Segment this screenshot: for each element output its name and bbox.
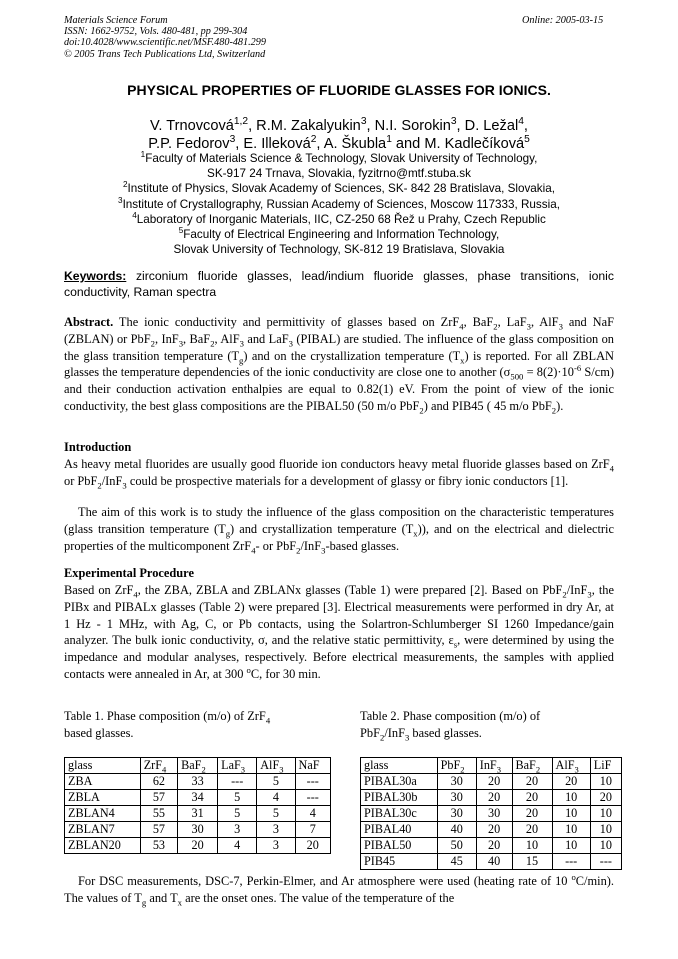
intro-text: )), and on the electrical and dielectric properties of the multicomponent ZrF (64, 521, 614, 553)
value-cell: 20 (178, 838, 218, 854)
caption-text: based glasses. (409, 726, 482, 740)
table-1 (64, 757, 331, 854)
exp-text: Based on ZrF (64, 583, 134, 597)
value-cell: 10 (552, 806, 590, 822)
copyright-line: © 2005 Trans Tech Publications Ltd, Switzerland (64, 48, 266, 60)
table-row (361, 774, 622, 790)
exp-text: , the ZBA, ZBLA and ZBLANx glasses (Table 1) were prepared [2]. Based on PbF (137, 583, 563, 597)
table-row (65, 790, 331, 806)
abstract-text: ). (556, 398, 564, 413)
value-cell: 30 (437, 774, 476, 790)
subscript: 2 (460, 764, 465, 775)
affil-marker: 5 (178, 226, 184, 236)
exp-text: , the PIBx and PIBALx glasses (Table 2) were prepared [3]. Electrical measurements were performed in dry Ar, at 1 Hz - 1 MHz, with Ag, C, or Pb contacts, using the Solartron-Schlumberger SI 1260 Impedance/gain analyzer. The bulk ionic conductivity, σ, and the relative static permittivity, ε (64, 583, 614, 648)
author-affil-marker: 3 (229, 134, 236, 146)
subscript: 2 (562, 589, 567, 600)
superscript: -6 (573, 363, 582, 374)
subscript: 2 (379, 732, 385, 743)
table-row (361, 806, 622, 822)
glass-name-cell: ZBA (65, 774, 141, 790)
header-cell (552, 758, 590, 774)
author-list (60, 117, 618, 153)
subscript: 2 (210, 338, 215, 349)
value-cell: 34 (178, 790, 218, 806)
affiliation-1 (60, 151, 618, 166)
caption-text: Table 2. Phase composition (m/o) of (360, 709, 541, 723)
table-row (65, 838, 331, 854)
dsc-text: C/min). The values of T (64, 874, 614, 905)
value-cell: 20 (476, 822, 512, 838)
author-name: , N.I. Sorokin (366, 118, 451, 134)
subscript: x (460, 355, 465, 366)
value-cell: 30 (476, 806, 512, 822)
header-cell (178, 758, 218, 774)
keywords (64, 268, 614, 300)
glass-name-cell: PIBAL40 (361, 822, 438, 838)
subscript: 500 (510, 371, 524, 382)
affiliation-2 (60, 181, 618, 196)
subscript: 2 (419, 405, 424, 416)
glass-name-cell: ZBLA (65, 790, 141, 806)
abstract-text: S/cm) and their conduction activation enthalpies are equal to 0.82(1) eV. From the point of view of the ionic conductivity, the best glass compositions are the PIBAL50 (50 m/o PbF (64, 365, 614, 413)
intro-text: - or PbF (255, 538, 297, 553)
affil-text: Institute of Crystallography, Russian Academy of Sciences, Moscow 117333, Russia, (122, 197, 560, 211)
abstract (64, 314, 614, 415)
subscript: 2 (97, 480, 102, 491)
subscript: x (413, 528, 418, 539)
table-row (361, 822, 622, 838)
author-separator: , (523, 118, 528, 134)
value-cell: 30 (437, 806, 476, 822)
caption-text: Table 1. Phase composition (m/o) of ZrF (64, 709, 266, 723)
header-text: InF (479, 758, 497, 772)
caption-text: PbF (360, 726, 380, 740)
journal-name: Materials Science Forum (64, 15, 168, 26)
affiliation-4 (60, 212, 618, 227)
subscript: 4 (251, 545, 256, 556)
value-cell: 20 (295, 838, 330, 854)
subscript: 2 (493, 321, 498, 332)
exp-text: /InF (566, 583, 588, 597)
subscript: 2 (201, 764, 206, 775)
header-text: glass (68, 758, 93, 772)
online-date: Online: 2005-03-15 (522, 15, 604, 26)
header-text: glass (364, 758, 389, 772)
abstract-text: ) is reported. For all ZBLAN glasses the temperature dependencies of the ionic conductivity are close one to another (σ (64, 348, 614, 380)
subscript: g (141, 897, 147, 908)
value-cell: 33 (178, 774, 218, 790)
abstract-text: , InF (154, 331, 179, 346)
header-cell (361, 758, 438, 774)
author-name: , R.M. Zakalyukin (248, 118, 361, 134)
author-name: , E. Illeková (235, 136, 311, 152)
value-cell: 50 (437, 838, 476, 854)
author-name: and M. Kadlečíková (391, 136, 525, 152)
value-cell: 4 (218, 838, 257, 854)
value-cell: 20 (476, 838, 512, 854)
header-text: ZrF (143, 758, 162, 772)
table-row (361, 854, 622, 870)
glass-name-cell: PIBAL30b (361, 790, 438, 806)
affiliation-3 (60, 197, 618, 212)
abstract-text: and LaF (243, 331, 289, 346)
subscript: 3 (279, 764, 284, 775)
subscript: 3 (122, 480, 127, 491)
keywords-label: Keywords: (64, 269, 127, 283)
subscript: 4 (133, 589, 138, 600)
header-text: AlF (555, 758, 575, 772)
value-cell: 20 (512, 790, 552, 806)
value-cell: 4 (257, 790, 295, 806)
header-text: AlF (260, 758, 280, 772)
header-cell (65, 758, 141, 774)
glass-name-cell: ZBLAN20 (65, 838, 141, 854)
value-cell: 20 (512, 822, 552, 838)
value-cell: --- (295, 774, 330, 790)
value-cell: 10 (552, 790, 590, 806)
author-line-1 (60, 117, 618, 135)
header-text: PbF (440, 758, 461, 772)
intro-text: -based glasses. (325, 538, 400, 553)
value-cell: 15 (512, 854, 552, 870)
value-cell: 3 (218, 822, 257, 838)
intro-text: /InF (101, 473, 123, 488)
table-2 (360, 757, 622, 870)
table-header-row (361, 758, 622, 774)
abstract-label: Abstract. (64, 315, 114, 329)
value-cell: 57 (140, 790, 177, 806)
journal-header (64, 15, 266, 60)
value-cell: 5 (257, 806, 295, 822)
affil-text: Laboratory of Inorganic Materials, IIC, CZ-250 68 Řež u Prahy, Czech Republic (136, 212, 546, 226)
paper-title: PHYSICAL PROPERTIES OF FLUORIDE GLASSES FOR IONICS. (127, 82, 551, 98)
subscript: 3 (496, 764, 501, 775)
affil-marker: 3 (118, 195, 123, 205)
value-cell: 20 (552, 774, 590, 790)
value-cell: 5 (218, 790, 257, 806)
glass-name-cell: PIB45 (361, 854, 438, 870)
subscript: 2 (535, 764, 541, 775)
subscript: x (177, 897, 182, 908)
subscript: 4 (162, 764, 167, 775)
table-header-row (65, 758, 331, 774)
glass-name-cell: PIBAL30c (361, 806, 438, 822)
exp-text: C, for 30 min. (250, 666, 321, 681)
affiliation-5-address: Slovak University of Technology, SK-812 19 Bratislava, Slovakia (173, 243, 505, 257)
value-cell: 10 (552, 838, 590, 854)
value-cell: 10 (590, 806, 621, 822)
header-cell (590, 758, 621, 774)
glass-name-cell: ZBLAN4 (65, 806, 141, 822)
introduction-heading: Introduction (64, 440, 132, 454)
value-cell: --- (218, 774, 257, 790)
superscript: o (571, 871, 576, 882)
abstract-text: , AlF (530, 315, 559, 329)
author-name: , D. Ležal (456, 118, 519, 134)
exp-text: , were determined by using the impedance and modular analyses, respectively. Before electrical measurements, the samples with applied contacts were annealed in Ar, at 300 (64, 633, 614, 681)
affil-text: Faculty of Materials Science & Technology, Slovak University of Technology, (145, 152, 538, 165)
subscript: 2 (150, 338, 155, 349)
subscript: 3 (587, 589, 592, 600)
header-cell (295, 758, 330, 774)
value-cell: 10 (590, 838, 621, 854)
abstract-text: The ionic conductivity and permittivity of glasses based on ZrF (113, 315, 460, 329)
abstract-text: ) and on the crystallization temperature (T (243, 348, 461, 363)
value-cell: 10 (590, 774, 621, 790)
table-row (65, 822, 331, 838)
doi-line: doi:10.4028/www.scientific.net/MSF.480-481.299 (64, 37, 266, 49)
intro-text: The aim of this work is to study the influence of the glass composition on the characteristic temperatures (glass transition temperature (T (64, 505, 614, 536)
introduction-paragraph-2 (64, 504, 614, 554)
value-cell: 57 (140, 822, 177, 838)
header-text: LiF (593, 758, 612, 772)
subscript: s (453, 639, 458, 650)
value-cell: 10 (512, 838, 552, 854)
abstract-text: , AlF (214, 331, 240, 346)
value-cell: 3 (257, 822, 295, 838)
value-cell: 3 (257, 838, 295, 854)
author-name: , A. Škubla (316, 136, 387, 152)
dsc-paragraph (64, 873, 614, 907)
intro-text: or PbF (64, 473, 98, 488)
dsc-text: are the onset ones. The value of the temperature of the (181, 890, 455, 905)
header-cell (140, 758, 177, 774)
subscript: g (239, 355, 244, 366)
abstract-text: (PIBAL) are studied. The influence of the glass composition on the glass transition temperature (T (64, 331, 614, 363)
affil-marker: 4 (132, 210, 137, 220)
issn-line: ISSN: 1662-9752, Vols. 480-481, pp 299-304 (64, 26, 248, 38)
intro-text: /InF (300, 538, 322, 553)
value-cell: --- (552, 854, 590, 870)
value-cell: 20 (476, 790, 512, 806)
value-cell: 40 (476, 854, 512, 870)
subscript: 3 (178, 338, 184, 349)
dsc-text: and T (146, 890, 178, 905)
value-cell: 20 (512, 774, 552, 790)
table-1-caption (64, 708, 322, 742)
author-affil-marker: 2 (310, 134, 317, 146)
subscript: 3 (558, 321, 563, 332)
value-cell: 5 (257, 774, 295, 790)
author-name: P.P. Fedorov (148, 136, 230, 152)
author-affil-marker: 3 (360, 116, 367, 128)
value-cell: 53 (140, 838, 177, 854)
subscript: 4 (609, 463, 614, 474)
glass-name-cell: PIBAL50 (361, 838, 438, 854)
value-cell: 30 (437, 790, 476, 806)
value-cell: 20 (512, 806, 552, 822)
value-cell: 62 (140, 774, 177, 790)
superscript: o (246, 664, 251, 675)
subscript: 3 (574, 764, 579, 775)
header-text: BaF (181, 758, 202, 772)
glass-name-cell: PIBAL30a (361, 774, 438, 790)
author-name: V. Trnovcová (150, 118, 234, 134)
abstract-text: and NaF (ZBLAN) or PbF (64, 315, 614, 346)
table-row (65, 774, 331, 790)
value-cell: 30 (178, 822, 218, 838)
abstract-text: , BaF (183, 331, 211, 346)
header-text: NaF (298, 758, 320, 772)
caption-text: based glasses. (64, 726, 134, 740)
value-cell: 10 (552, 822, 590, 838)
value-cell: 45 (437, 854, 476, 870)
subscript: 4 (459, 321, 464, 332)
value-cell: 4 (295, 806, 330, 822)
subscript: 3 (288, 338, 293, 349)
author-affil-marker: 5 (524, 134, 530, 146)
author-affil-marker: 3 (450, 116, 457, 128)
intro-text: could be prospective materials for a development of glassy or fibry ionic conductors [1]. (126, 473, 569, 488)
table-row (65, 806, 331, 822)
affiliation-1-address: SK-917 24 Trnava, Slovakia, fyzitrno@mtf.stuba.sk (207, 167, 471, 181)
value-cell: 10 (590, 822, 621, 838)
table-row (361, 790, 622, 806)
header-text: BaF (515, 758, 536, 772)
subscript: 3 (526, 321, 531, 332)
abstract-text: , BaF (463, 315, 494, 329)
author-affil-marker: 1 (386, 134, 392, 146)
dsc-text: For DSC measurements, DSC-7, Perkin-Elmer, and Ar atmosphere were used (heating rate of 10 (78, 874, 572, 888)
subscript: 3 (239, 338, 244, 349)
introduction-paragraph-1 (64, 456, 614, 490)
subscript: 3 (321, 545, 326, 556)
subscript: 4 (265, 715, 271, 726)
affil-marker: 1 (140, 150, 146, 160)
abstract-text: = 8(2)·10 (523, 365, 574, 380)
keywords-text: zirconium fluoride glasses, lead/indium fluoride glasses, phase transitions, ionic conductivity, Raman spectra (64, 269, 614, 300)
affil-text: Institute of Physics, Slovak Academy of Sciences, SK- 842 28 Bratislava, Slovakia, (127, 182, 555, 196)
value-cell: 7 (295, 822, 330, 838)
table-row (361, 838, 622, 854)
value-cell: 20 (476, 774, 512, 790)
subscript: 3 (404, 732, 410, 743)
intro-text: ) and crystallization temperature (T (230, 521, 414, 536)
value-cell: --- (590, 854, 621, 870)
abstract-text: , LaF (497, 315, 527, 329)
header-cell (257, 758, 295, 774)
intro-text: As heavy metal fluorides are usually good fluoride ion conductors heavy metal fluoride glasses based on ZrF (64, 457, 610, 471)
subscript: g (225, 528, 231, 539)
subscript: 2 (296, 545, 301, 556)
affil-text: Faculty of Electrical Engineering and Information Technology, (183, 228, 500, 242)
value-cell: --- (295, 790, 330, 806)
glass-name-cell: ZBLAN7 (65, 822, 141, 838)
caption-text: /InF (384, 726, 405, 740)
value-cell: 5 (218, 806, 257, 822)
affil-marker: 2 (123, 180, 128, 190)
subscript: 2 (551, 405, 557, 416)
subscript: 3 (240, 764, 246, 775)
header-text: LaF (221, 758, 241, 772)
value-cell: 55 (140, 806, 177, 822)
value-cell: 40 (437, 822, 476, 838)
header-cell (218, 758, 257, 774)
author-affil-marker: 4 (518, 116, 524, 128)
experimental-paragraph (64, 582, 614, 683)
header-cell (512, 758, 552, 774)
abstract-text: ) and PIB45 ( 45 m/o PbF (423, 398, 552, 413)
table-2-caption (360, 708, 616, 742)
affiliation-5 (60, 227, 618, 242)
experimental-heading: Experimental Procedure (64, 566, 194, 580)
value-cell: 20 (590, 790, 621, 806)
value-cell: 31 (178, 806, 218, 822)
header-cell (476, 758, 512, 774)
header-cell (437, 758, 476, 774)
author-affil-marker: 1,2 (233, 116, 249, 128)
affiliation-list (60, 151, 618, 257)
